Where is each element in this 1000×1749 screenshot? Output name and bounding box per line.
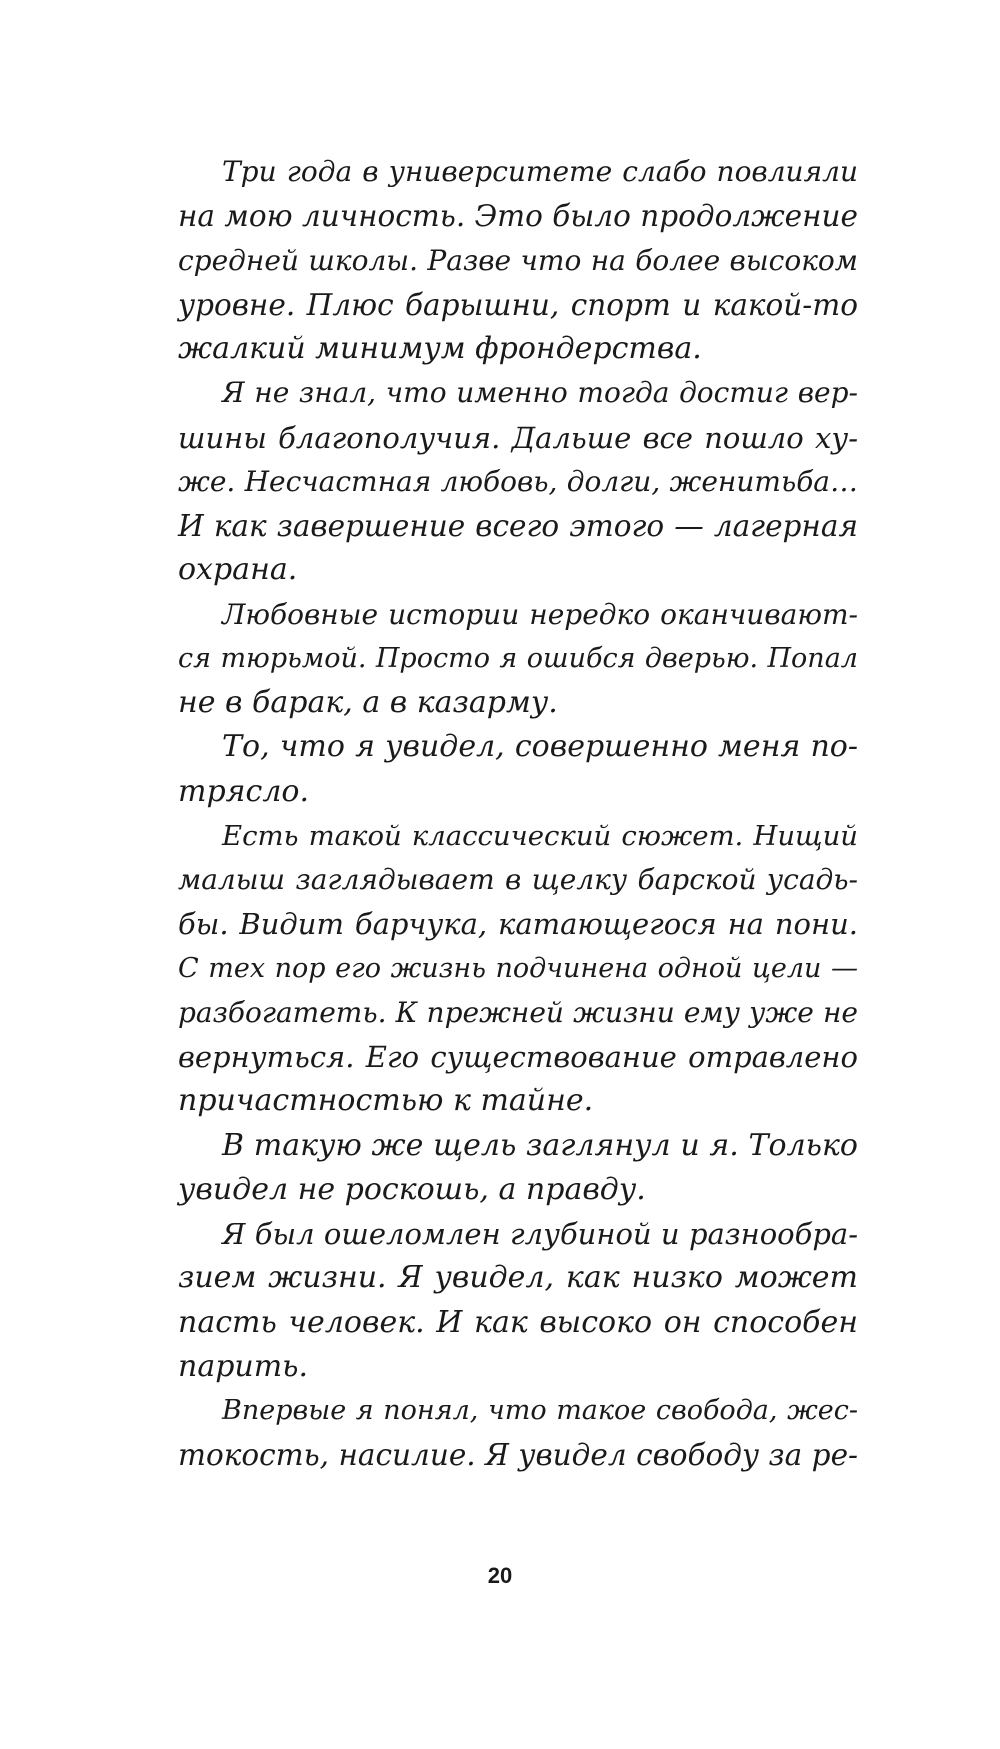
text-line: разбогатеть. К прежней жизни ему уже не xyxy=(178,995,858,1029)
text-line: вернуться. Его существование отравлено xyxy=(178,1040,858,1074)
text-line: средней школы. Разве что на более высоком xyxy=(178,243,858,277)
text-line: не в барак, а в казарму. xyxy=(178,685,558,720)
paragraph xyxy=(178,1124,858,1213)
paragraph xyxy=(178,150,858,371)
text-line: шины благополучия. Дальше все пошло ху- xyxy=(178,420,858,455)
text-line: И как завершение всего этого — лагерная xyxy=(178,509,858,543)
page-number: 20 xyxy=(487,1563,513,1588)
paragraph xyxy=(178,371,858,592)
text-line: бы. Видит барчука, катающегося на пони. xyxy=(178,907,858,942)
text-line: токость, насилие. Я увидел свободу за ре- xyxy=(178,1438,858,1473)
text-line: То, что я увидел, совершенно меня по- xyxy=(222,729,858,765)
paragraph xyxy=(178,1212,858,1389)
text-line: ся тюрьмой. Просто я ошибся дверью. Попал xyxy=(178,642,858,674)
text-line: охрана. xyxy=(178,552,298,588)
text-line: жалкий минимум фрондерства. xyxy=(178,331,702,366)
paragraph xyxy=(178,725,858,814)
text-line: трясло. xyxy=(178,773,310,809)
text-line: Я не знал, что именно тогда достиг вер- xyxy=(222,376,858,410)
text-line: С тех пор его жизнь подчинена одной цели — xyxy=(178,952,858,984)
text-line: Впервые я понял, что такое свобода, жес- xyxy=(222,1395,858,1426)
text-line: Три года в университете слабо повлияли xyxy=(222,155,858,188)
text-line: В такую же щель заглянул и я. Только xyxy=(222,1127,858,1163)
text-line: пасть человек. И как высоко он способен xyxy=(178,1304,858,1340)
paragraph xyxy=(178,1389,858,1478)
paragraph xyxy=(178,593,858,726)
text-line: зием жизни. Я увидел, как низко может xyxy=(178,1260,858,1296)
text-line: Есть такой классический сюжет. Нищий xyxy=(222,819,858,852)
text-line: парить. xyxy=(178,1348,309,1384)
text-line: же. Несчастная любовь, долги, женитьба… xyxy=(178,464,858,498)
text-line: Я был ошеломлен глубиной и разнообра- xyxy=(222,1217,858,1251)
text-line: малыш заглядывает в щелку барской усадь- xyxy=(178,863,858,896)
text-line: причастностью к тайне. xyxy=(178,1083,594,1119)
text-line: увидел не роскошь, а правду. xyxy=(178,1171,646,1207)
text-line: на мою личность. Это было продолжение xyxy=(178,199,858,234)
text-line: Любовные истории нередко оканчивают- xyxy=(222,597,858,631)
body-text xyxy=(178,150,858,1478)
paragraph xyxy=(178,814,858,1124)
text-line: уровне. Плюс барышни, спорт и какой-то xyxy=(178,287,858,322)
